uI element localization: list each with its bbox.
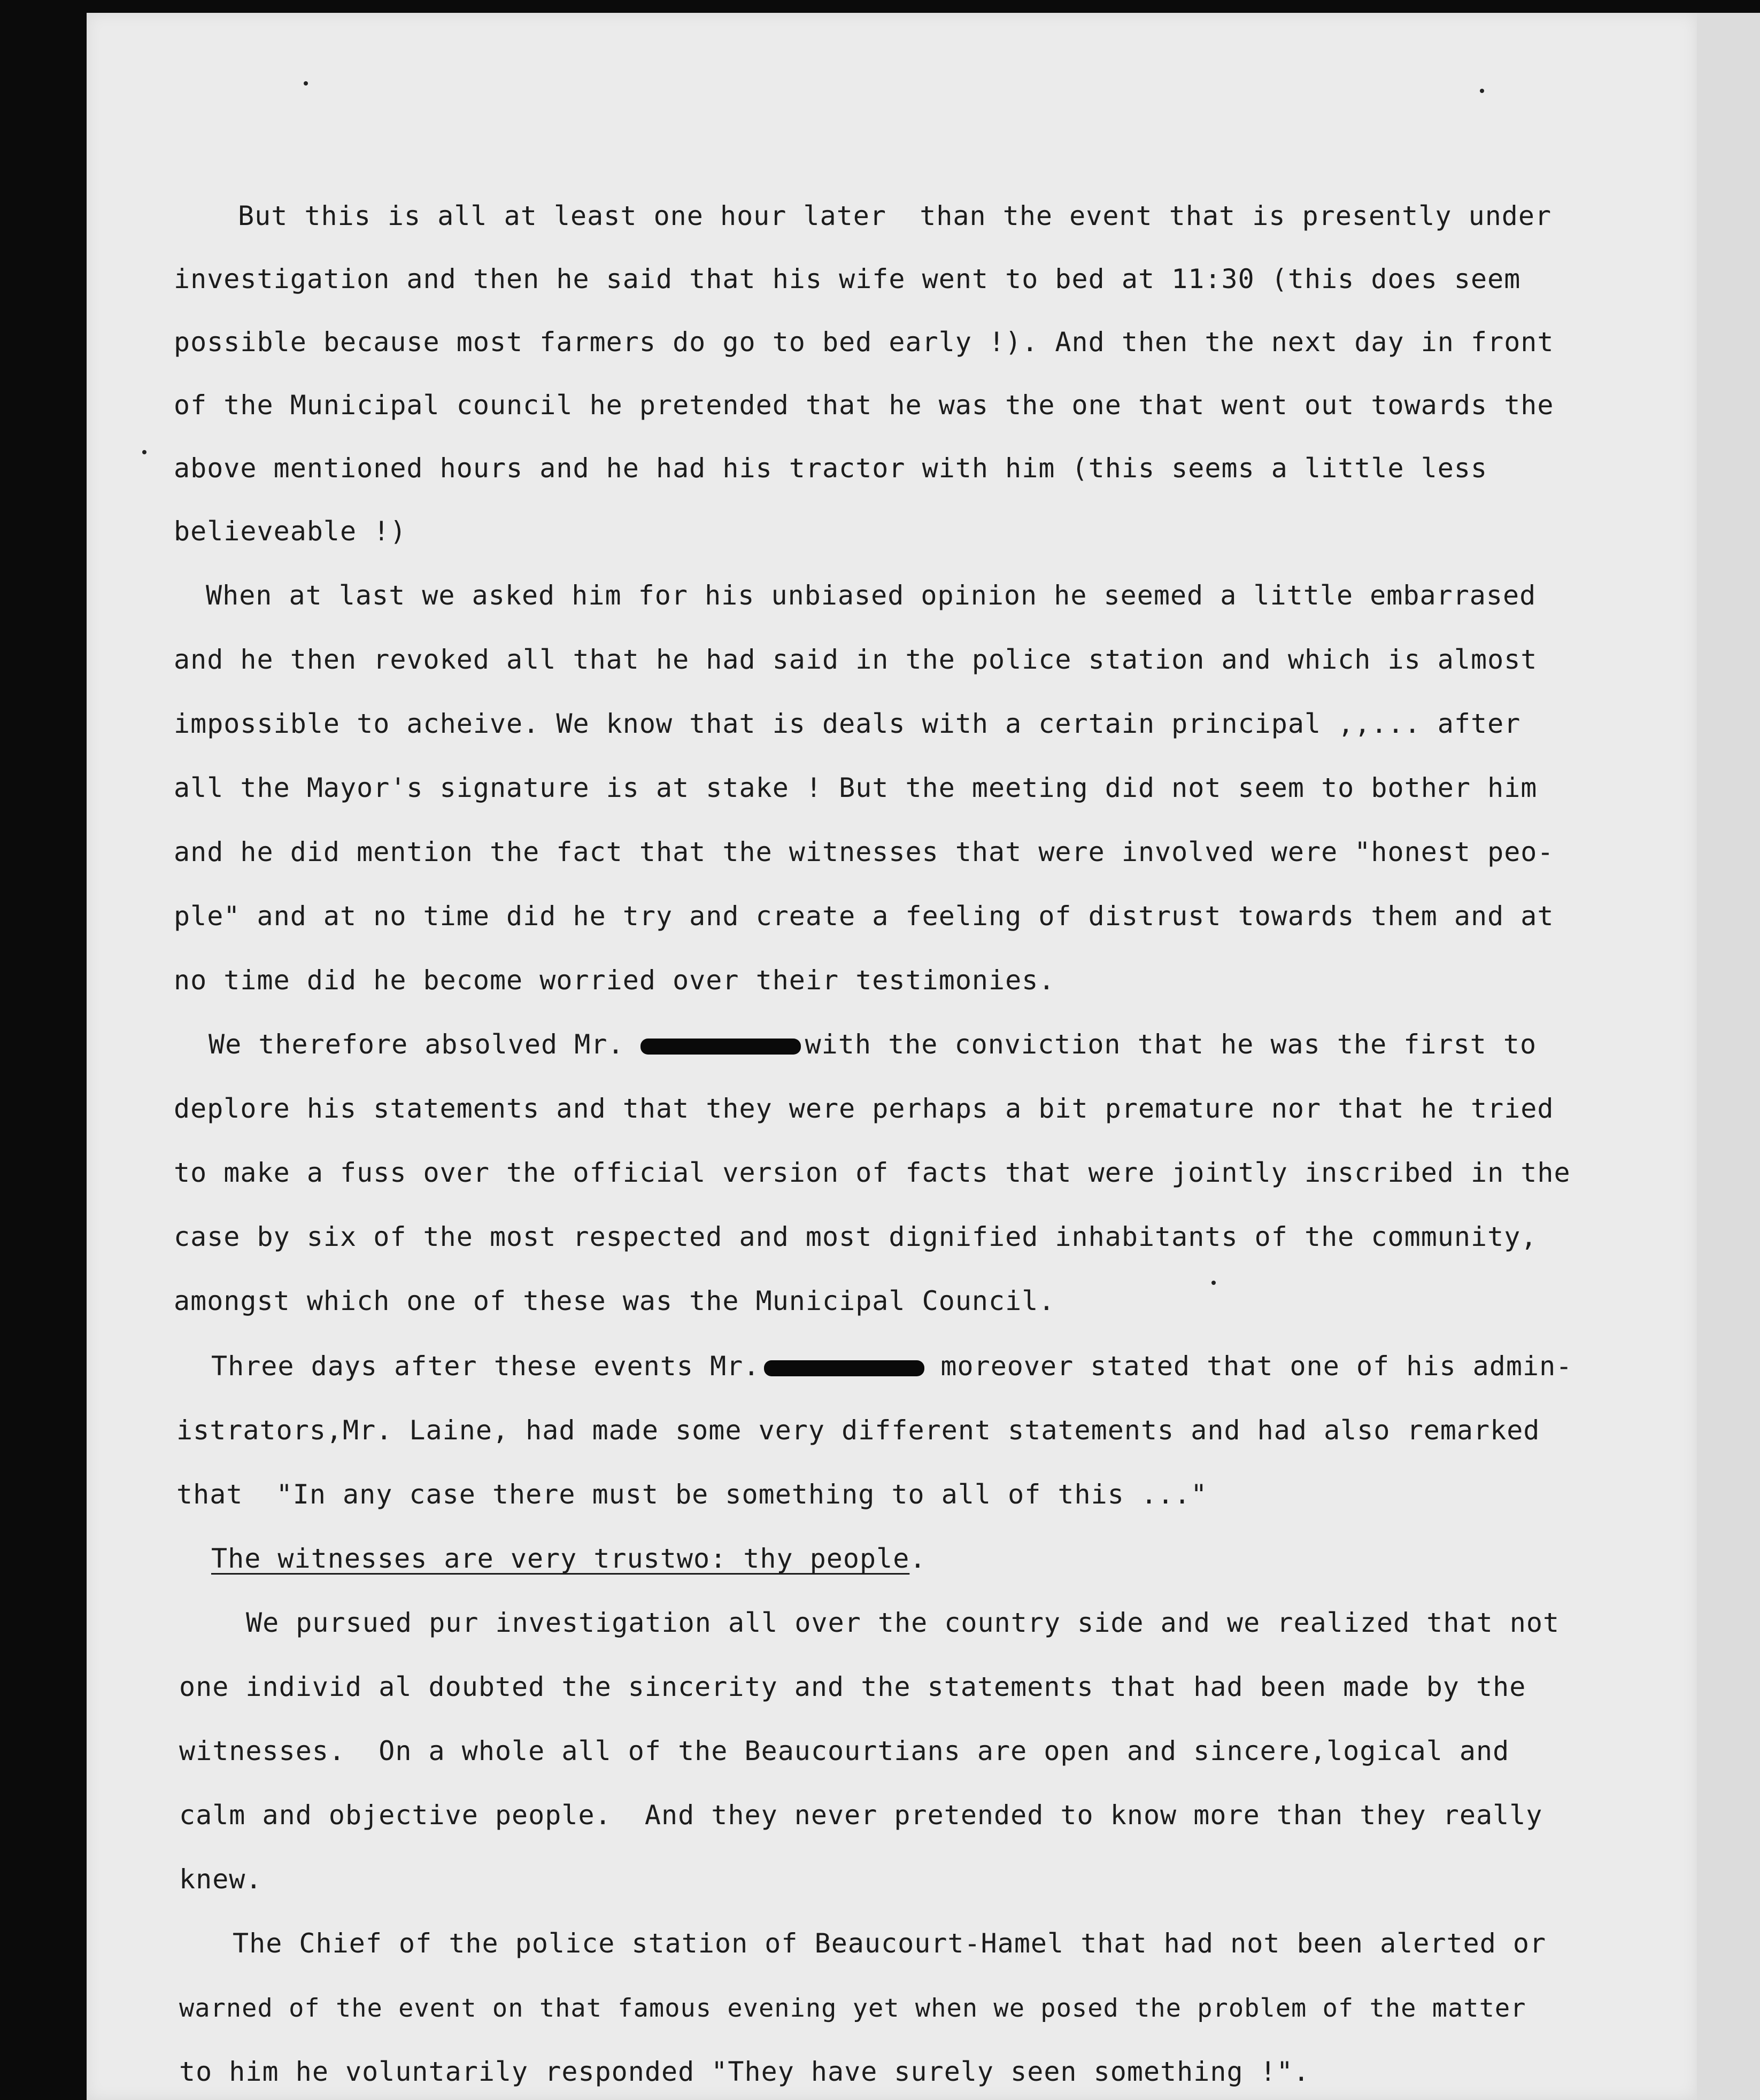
- text-line: and he did mention the fact that the witnesses that were involved were "honest peo-: [174, 836, 1554, 867]
- typewritten-page: [87, 13, 1697, 2100]
- text-line: But this is all at least one hour later than the event that is presently under: [238, 200, 1552, 231]
- text-line: believeable !): [174, 516, 407, 547]
- text-line: to make a fuss over the official version of facts that were jointly inscribed in the: [174, 1157, 1571, 1188]
- text-line: We pursued pur investigation all over the country side and we realized that not: [246, 1607, 1560, 1638]
- text-line: istrators,Mr. Laine, had made some very different statements and had also remarked: [176, 1415, 1540, 1446]
- text-line: witnesses. On a whole all of the Beaucourtians are open and sincere,logical and: [179, 1735, 1510, 1766]
- text-line: case by six of the most respected and most dignified inhabitants of the community,: [174, 1221, 1538, 1252]
- text-segment: Three days after these events Mr.: [211, 1351, 760, 1382]
- dust-speck: [304, 81, 308, 86]
- text-line: warned of the event on that famous evening yet when we posed the problem of the matter: [179, 1994, 1526, 2023]
- text-line: investigation and then he said that his wife went to bed at 11:30 (this does seem: [174, 264, 1521, 295]
- text-line: The Chief of the police station of Beaucourt-Hamel that had not been alerted or: [233, 1928, 1547, 1959]
- right-margin-strip: [1692, 13, 1760, 2100]
- text-line: impossible to acheive. We know that is deals with a certain principal ,,... after: [174, 708, 1521, 739]
- dust-speck: [1480, 89, 1484, 93]
- section-heading: [211, 1543, 926, 1575]
- dust-speck: [1211, 1281, 1216, 1285]
- text-line: deplore his statements and that they were perhaps a bit premature nor that he tried: [174, 1093, 1554, 1124]
- text-segment: with the conviction that he was the first to: [805, 1029, 1537, 1060]
- text-line: one individ al doubted the sincerity and the statements that had been made by the: [179, 1671, 1526, 1702]
- text-line: and he then revoked all that he had said in the police station and which is almost: [174, 644, 1538, 675]
- text-line: no time did he become worried over their testimonies.: [174, 965, 1055, 996]
- text-line-with-redaction: [211, 1350, 1572, 1382]
- text-line: knew.: [179, 1864, 263, 1895]
- text-line: ple" and at no time did he try and create a feeling of distrust towards them and at: [174, 901, 1554, 932]
- text-line-with-redaction: [209, 1028, 1537, 1060]
- text-line: calm and objective people. And they never pretended to know more than they really: [179, 1800, 1543, 1831]
- redacted-name-mark: [640, 1039, 801, 1055]
- text-line: possible because most farmers do go to bed early !). And then the next day in front: [174, 327, 1554, 358]
- section-heading-underlined: The witnesses are very trustwo: thy people: [211, 1543, 910, 1574]
- text-segment: We therefore absolved Mr.: [209, 1029, 624, 1060]
- text-line: above mentioned hours and he had his tractor with him (this seems a little less: [174, 453, 1488, 484]
- text-line: all the Mayor's signature is at stake ! But the meeting did not seem to bother him: [174, 772, 1538, 803]
- text-line: When at last we asked him for his unbiased opinion he seemed a little embarrased: [206, 580, 1537, 611]
- text-line: to him he voluntarily responded "They have surely seen something !".: [179, 2056, 1310, 2087]
- text-line: of the Municipal council he pretended that he was the one that went out towards the: [174, 390, 1554, 421]
- section-heading-period: .: [909, 1543, 927, 1574]
- text-line: that "In any case there must be something to all of this ...": [176, 1479, 1208, 1510]
- text-segment: moreover stated that one of his admin-: [940, 1351, 1573, 1382]
- redacted-name-mark: [764, 1360, 924, 1376]
- dust-speck: [142, 450, 146, 454]
- text-line: amongst which one of these was the Municipal Council.: [174, 1285, 1055, 1316]
